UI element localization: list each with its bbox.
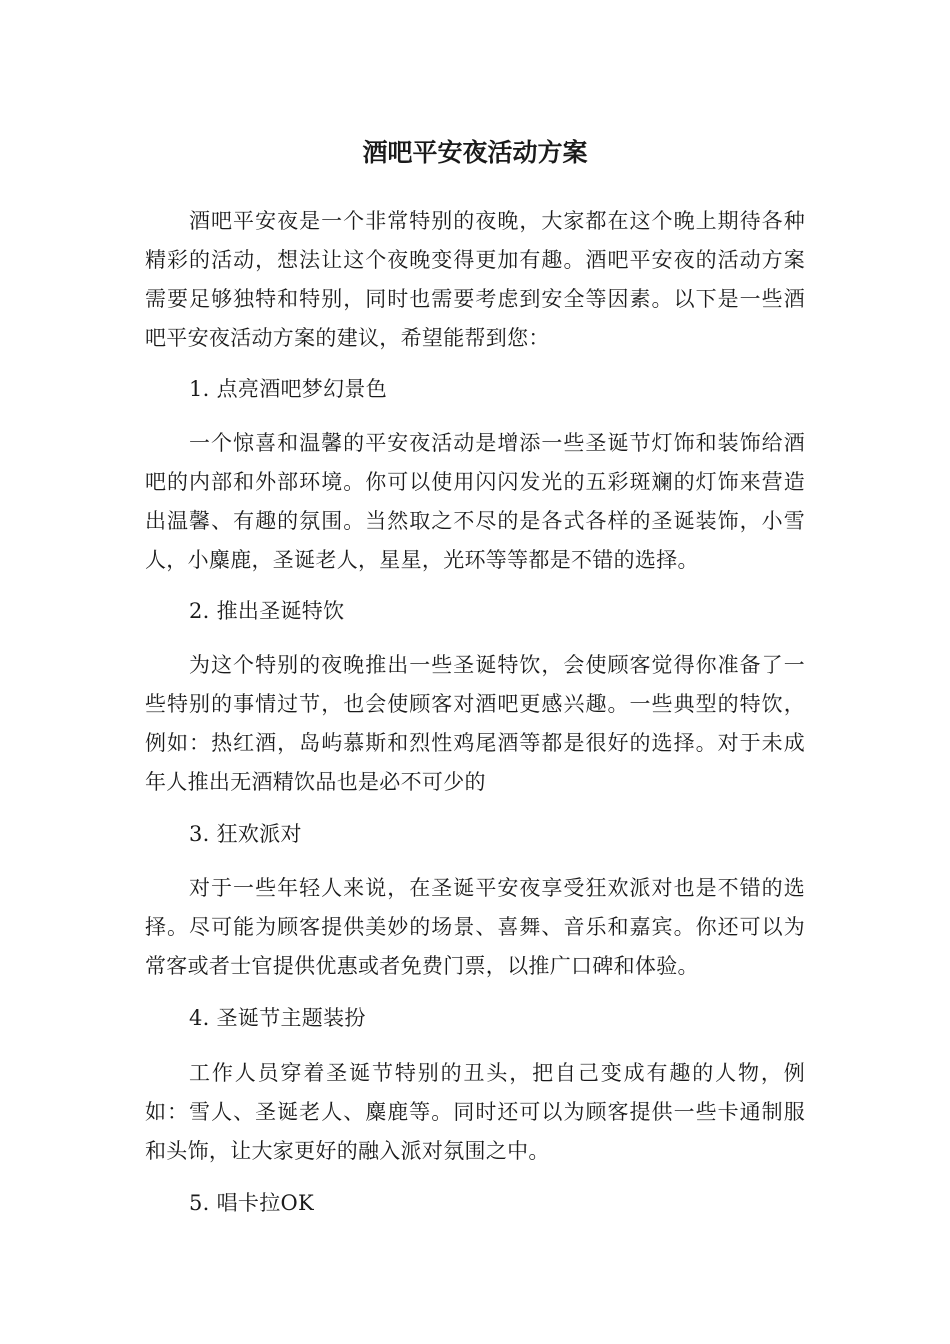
section-body-4: 工作人员穿着圣诞节特别的丑头，把自己变成有趣的人物，例如：雪人、圣诞老人、麋鹿等。同时还可以为顾客提供一些卡通制服和头饰，让大家更好的融入派对氛围之中。 [145, 1061, 805, 1163]
section-body-1: 一个惊喜和温馨的平安夜活动是增添一些圣诞节灯饰和装饰给酒吧的内部和外部环境。你可以使用闪闪发光的五彩斑斓的灯饰来营造出温馨、有趣的氛围。当然取之不尽的是各式各样的圣诞装饰，小雪人，小麋鹿，圣诞老人，星星，光环等等都是不错的选择。 [145, 431, 805, 572]
section-heading-5: 5. 唱卡拉OK [189, 1191, 315, 1215]
page-title: 酒吧平安夜活动方案 [362, 138, 588, 167]
section-heading-4: 4. 圣诞节主题装扮 [189, 1006, 366, 1030]
section-body-2: 为这个特别的夜晚推出一些圣诞特饮，会使顾客觉得你准备了一些特别的事情过节，也会使顾客对酒吧更感兴趣。一些典型的特饮，例如：热红酒，岛屿慕斯和烈性鸡尾酒等都是很好的选择。对于未成年人推出无酒精饮品也是必不可少的 [145, 653, 805, 794]
intro-paragraph: 酒吧平安夜是一个非常特别的夜晚，大家都在这个晚上期待各种精彩的活动，想法让这个夜晚变得更加有趣。酒吧平安夜的活动方案需要足够独特和特别，同时也需要考虑到安全等因素。以下是一些酒吧平安夜活动方案的建议，希望能帮到您： [145, 209, 805, 350]
section-body-3: 对于一些年轻人来说，在圣诞平安夜享受狂欢派对也是不错的选择。尽可能为顾客提供美妙的场景、喜舞、音乐和嘉宾。你还可以为常客或者士官提供优惠或者免费门票，以推广口碑和体验。 [145, 876, 805, 978]
section-heading-2: 2. 推出圣诞特饮 [189, 599, 345, 623]
section-heading-1: 1. 点亮酒吧梦幻景色 [189, 377, 388, 401]
section-heading-3: 3. 狂欢派对 [189, 822, 302, 846]
